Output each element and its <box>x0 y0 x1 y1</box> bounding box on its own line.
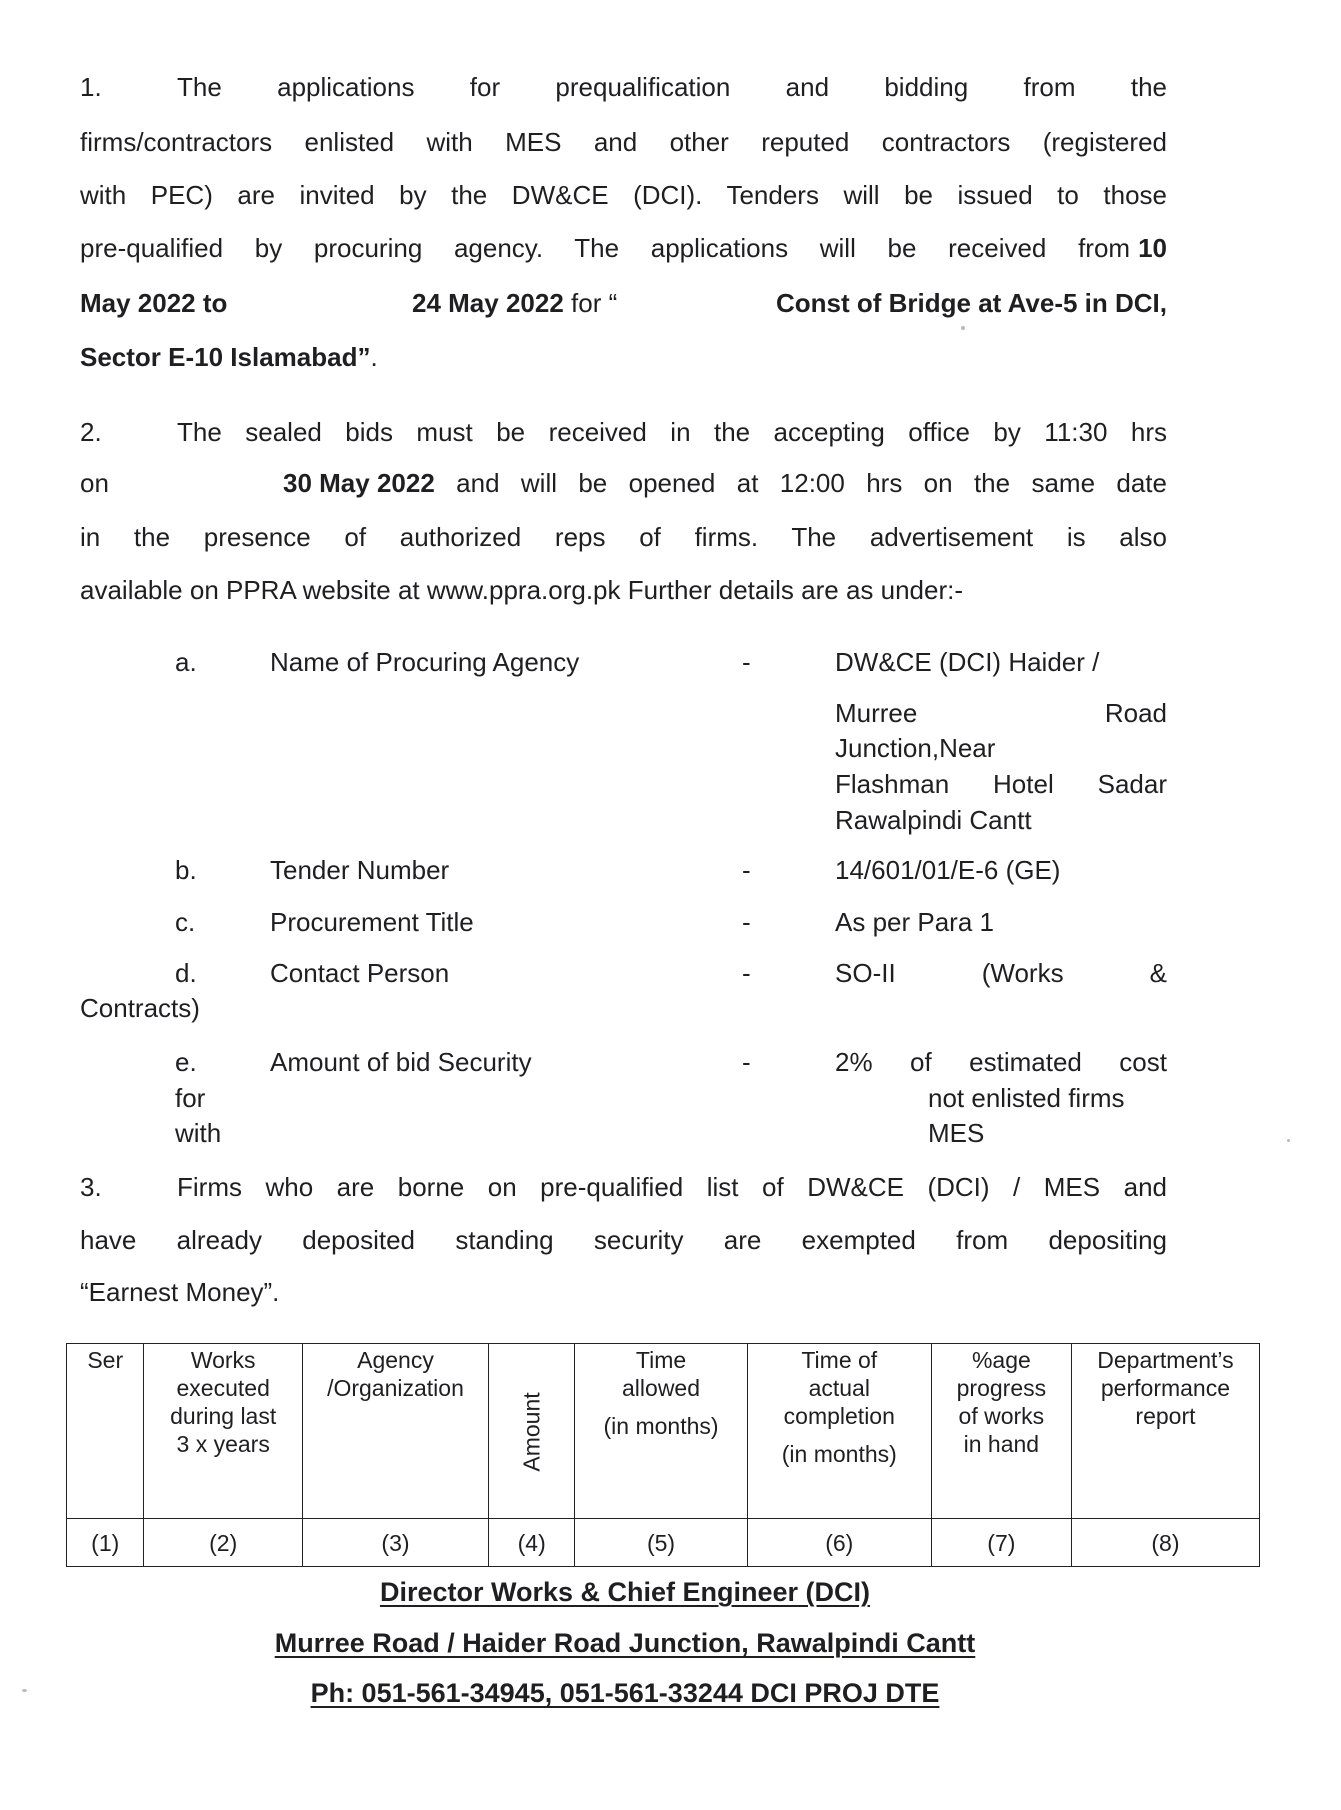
header-text: (in months) <box>781 1441 897 1467</box>
header-text: 3 x years <box>176 1431 270 1457</box>
item-wrap-left: for <box>175 1083 206 1113</box>
header-text: Time <box>635 1347 687 1373</box>
header-time-actual <box>747 1344 931 1519</box>
item-label: Procurement Title <box>270 907 474 937</box>
header-text: executed <box>176 1375 270 1401</box>
header-text: Department’s <box>1097 1347 1234 1373</box>
period: . <box>370 342 378 372</box>
header-text: in hand <box>963 1431 1040 1457</box>
item-value-wrap: Contracts) <box>80 993 200 1023</box>
start-month-year: May 2022 to <box>80 288 228 318</box>
para-3-line-1: Firms who are borne on pre-qualified list of DW&CE (DCI) / MES and <box>177 1172 1167 1202</box>
item-value: SO-II (Works & <box>835 958 1167 988</box>
murree-word: Murree <box>835 698 918 728</box>
item-label: Amount of bid Security <box>270 1047 532 1077</box>
para-1-line-1: The applications for prequalification and bidding from the <box>177 72 1167 102</box>
item-letter: a. <box>175 647 197 677</box>
item-wrap-right: not enlisted firms <box>928 1083 1125 1113</box>
header-time-allowed <box>575 1344 747 1519</box>
header-text: during last <box>170 1403 277 1429</box>
office-phone: Ph: 051-561-34945, 051-561-33244 DCI PROJ DTE <box>310 1678 940 1708</box>
header-text: Agency <box>357 1347 434 1373</box>
scan-speck <box>22 1689 27 1692</box>
para-3-number: 3. <box>80 1172 102 1202</box>
para-2-line-4: available on PPRA website at www.ppra.org.pk Further details are as under:- <box>80 575 964 605</box>
header-performance-report <box>1071 1344 1259 1519</box>
road-word: Road <box>1104 698 1167 728</box>
header-text: completion <box>783 1403 895 1429</box>
item-dash: - <box>742 647 751 677</box>
para-2-number: 2. <box>80 417 102 447</box>
header-ser <box>67 1344 144 1519</box>
header-text: Time of <box>801 1347 878 1373</box>
para-1-line-4-text: pre-qualified by procuring agency. The applications will be received from <box>80 233 1131 263</box>
project-title-part-1: Const of Bridge at Ave-5 in DCI, <box>776 288 1167 318</box>
column-number: (2) <box>144 1519 302 1567</box>
para-1-line-5 <box>80 288 227 318</box>
header-text: performance <box>1100 1375 1231 1401</box>
para-1-line-4 <box>80 233 1167 263</box>
para-2-line-3: in the presence of authorized reps of firms. The advertisement is also <box>80 522 1167 552</box>
para-1-line-2: firms/contractors enlisted with MES and other reputed contractors (registered <box>80 127 1167 157</box>
word: Flashman <box>835 769 950 799</box>
header-text: report <box>1135 1403 1196 1429</box>
column-number: (4) <box>489 1519 575 1567</box>
works-experience-table <box>66 1343 1260 1567</box>
table-header-row <box>67 1344 1260 1519</box>
header-text: /Organization <box>327 1375 464 1401</box>
item-label: Name of Procuring Agency <box>270 647 580 677</box>
item-dash: - <box>742 907 751 937</box>
item-label: Contact Person <box>270 958 450 988</box>
table-row <box>67 1519 1260 1567</box>
scan-speck <box>1287 1139 1290 1142</box>
header-text: progress <box>956 1375 1047 1401</box>
para-1-line-5-right <box>412 288 1167 318</box>
bid-date: 30 May 2022 <box>283 468 435 498</box>
header-agency <box>302 1344 488 1519</box>
header-progress <box>931 1344 1071 1519</box>
column-number: (1) <box>67 1519 144 1567</box>
footer-address <box>0 1627 1250 1659</box>
para-2-line-2 <box>283 468 1167 498</box>
footer-phone <box>0 1677 1250 1709</box>
header-text: %age <box>971 1347 1031 1373</box>
item-dash: - <box>742 855 751 885</box>
end-date: 24 May 2022 <box>412 288 564 318</box>
item-value-line <box>835 769 1167 799</box>
scan-speck <box>961 326 965 330</box>
item-dash: - <box>742 1047 751 1077</box>
spacer <box>751 1430 928 1440</box>
para-1-line-6 <box>80 342 378 372</box>
para-2-line-1: The sealed bids must be received in the accepting office by 11:30 hrs <box>177 417 1167 447</box>
para-3-line-2: have already deposited standing security are exempted from depositing <box>80 1225 1167 1255</box>
item-dash: - <box>742 958 751 988</box>
header-text: allowed <box>622 1375 701 1401</box>
para-1-number: 1. <box>80 72 102 102</box>
spacer <box>578 1402 743 1412</box>
header-text: Amount <box>518 1392 545 1472</box>
header-amount <box>489 1344 575 1519</box>
header-text: (in months) <box>603 1413 719 1439</box>
item-label: Tender Number <box>270 855 450 885</box>
for-text: for “ <box>563 288 618 318</box>
item-value: DW&CE (DCI) Haider / <box>835 647 1100 677</box>
item-wrap-right: MES <box>928 1118 985 1148</box>
item-value: 2% of estimated cost <box>835 1047 1167 1077</box>
para-2-on: on <box>80 468 109 498</box>
column-number: (3) <box>302 1519 488 1567</box>
header-text: actual <box>808 1375 870 1401</box>
item-letter: c. <box>175 907 196 937</box>
item-value-line: Junction,Near <box>835 733 996 763</box>
header-text: Ser <box>87 1347 124 1373</box>
word: Sadar <box>1097 769 1167 799</box>
item-letter: d. <box>175 958 197 988</box>
start-day: 10 <box>1138 233 1167 263</box>
item-letter: e. <box>175 1047 197 1077</box>
item-wrap-left: with <box>175 1118 222 1148</box>
office-address: Murree Road / Haider Road Junction, Rawalpindi Cantt <box>274 1628 976 1658</box>
footer-office-name <box>0 1576 1250 1608</box>
item-value-line: Rawalpindi Cantt <box>835 805 1032 835</box>
header-text: Works <box>190 1347 256 1373</box>
para-3-line-3: “Earnest Money”. <box>80 1277 280 1307</box>
header-text: of works <box>958 1403 1045 1429</box>
column-number: (5) <box>575 1519 747 1567</box>
column-number: (6) <box>747 1519 931 1567</box>
word: Hotel <box>993 769 1054 799</box>
item-value: As per Para 1 <box>835 907 994 937</box>
para-2-line-2-text: and will be opened at 12:00 hrs on the same date <box>434 468 1167 498</box>
para-1-line-3: with PEC) are invited by the DW&CE (DCI). Tenders will be issued to those <box>80 180 1167 210</box>
item-value-line <box>835 698 1167 728</box>
column-number: (7) <box>931 1519 1071 1567</box>
item-letter: b. <box>175 855 197 885</box>
item-value: 14/601/01/E-6 (GE) <box>835 855 1061 885</box>
project-title-part-2: Sector E-10 Islamabad” <box>80 342 371 372</box>
column-number: (8) <box>1071 1519 1259 1567</box>
header-works-executed <box>144 1344 302 1519</box>
office-name: Director Works & Chief Engineer (DCI) <box>379 1577 871 1607</box>
